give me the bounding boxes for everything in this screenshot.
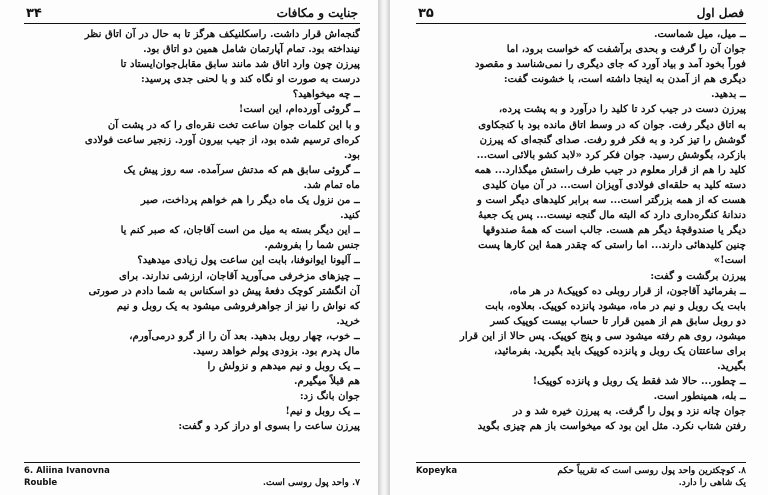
footnote-latin: Kopeyka	[416, 466, 458, 476]
text-line: بازکرد، بگوشش رسید. جوان فکر کرد «لابد کشو بالائی است...	[476, 148, 746, 161]
text-line: ــ خوب، چهار روبل بدهید. بعد آن را از گرو درمی‌آورم،	[129, 329, 360, 342]
text-line: میشود، روی هم رفته میشود سی و پنج کوپیک. پس حالا از این قرار	[459, 329, 746, 342]
footnote	[416, 477, 746, 489]
text-line: بگیرید.	[717, 360, 746, 373]
text-line: است!»	[713, 254, 746, 267]
text-line: درست به صورت او نگاه کند و با لحنی جدی پرسید:	[140, 73, 360, 86]
footnote	[416, 465, 746, 477]
footnotes	[24, 462, 360, 489]
text-line: ــ چه میخواهید؟	[292, 88, 360, 101]
text-line: دیگر یا صندوقچهٔ دیگر هم هست. جالب است که همهٔ صندوقها	[482, 224, 746, 237]
text-line: ــ چیزهای مزخرفی می‌آورید آقاجان، ارزشی ندارند. برای	[119, 269, 360, 282]
text-line: ــ یک روبل و نیم میدهم و نزولش را	[207, 360, 360, 373]
footnote-persian: یک شاهی را دارد.	[678, 478, 746, 488]
text-line: مال پدرم بود. بزودی پولم خواهد رسید.	[192, 344, 360, 357]
page-number: ۳۵	[418, 6, 434, 21]
text-line: جوان بانگ زد:	[299, 390, 360, 403]
text-line: آن انگشتر کوچک دفعهٔ پیش دو اسکناس به شما دادم در صورتی	[88, 284, 360, 297]
text-line: ــ آلیونا ایوانوفنا، بابت این ساعت پول زیادی میدهید؟	[137, 254, 360, 267]
text-line: دسته کلید به حلقه‌ای فولادی آویزان است... در آن میان کلیدی	[482, 178, 746, 191]
running-title: فصل اول	[696, 6, 744, 20]
left-page	[0, 0, 378, 495]
page-body-text	[24, 27, 360, 435]
text-line: پیرزن چون وارد اتاق شد مانند سابق مقابل‌جوان‌ایستاد تا	[120, 58, 360, 71]
footnotes	[416, 462, 746, 489]
text-line: کلید را هم از قرار معلوم در جیب طرف راستش میگذارد... همه	[474, 163, 746, 176]
book-gutter	[378, 0, 390, 495]
text-line: برای ساعتتان یک روبل و پانزده کوپیک باید بگیرید. بفرمائید،	[493, 344, 746, 357]
page-number: ۳۴	[26, 6, 42, 21]
footnote-latin: Rouble	[24, 478, 58, 488]
footnote-latin: 6. Aliina Ivanovna	[24, 466, 110, 476]
text-line: دیگری هم از آمدن به اینجا داشته است، با خشونت گفت:	[503, 73, 746, 86]
text-line: فوراً بخود آمد و بیاد آورد که جای دیگری را نمی‌شناسد و مقصود	[475, 58, 746, 71]
text-line: جوان چانه نزد و پول را گرفت. به پیرزن خیره شد و در	[512, 405, 746, 418]
footnote	[24, 477, 360, 489]
text-line: کنید.	[340, 209, 360, 222]
text-line: پیرزن دست در جیب کرد تا کلید را درآورد و به پشت پرده،	[498, 103, 746, 116]
footnote-persian: ۷. واحد پول روسی است.	[262, 478, 360, 488]
text-line: نینداخته بود. تمام آپارتمان شامل همین دو اتاق بود.	[143, 43, 360, 56]
text-line: رفتن شتاب نکرد. مثل این بود که میخواست باز هم چیزی بگوید	[477, 420, 746, 433]
footnote	[24, 465, 360, 477]
text-line: بابت یک روبل و نیم در ماه، میشود پانزده کوپیک. بعلاوه، بابت	[485, 299, 746, 312]
running-title: جنایت و مکافات	[276, 6, 358, 20]
text-line: ــ گروئی سابق هم که مدتش سرآمده. سه روز پیش یک	[123, 163, 360, 176]
text-line: جنس شما را بفروشم.	[264, 239, 360, 252]
page-header	[24, 6, 360, 24]
footnote-persian: ۸. کوچکترین واحد پول روسی است که تقریباً حکم	[557, 466, 746, 476]
text-line: ــ بفرمائید آقاجون، از قرار روبلی ده کوپیک۸ در هر ماه،	[509, 284, 746, 297]
text-line: ــ بدهید.	[710, 88, 746, 101]
text-line: جوان آن را گرفت و بحدی برآشفت که خواست برود، اما	[506, 43, 746, 56]
text-line: به اتاق دیگر رفت. جوان که در وسط اتاق مانده بود با کنجکاوی	[478, 118, 746, 131]
text-line: که نواش را نیز از جواهرفروشی میشود به یک روبل و نیم	[116, 299, 360, 312]
text-line: چنین کلیدهائی دارند... اما راستی که چقدر همهٔ این کارها پست	[478, 239, 746, 252]
text-line: ــ این دیگر بسته به میل من است آقاجان، که صبر کنم یا	[120, 224, 360, 237]
text-line: دو روبل سابق هم از همین قرار تا حساب بیست کوپیک کسر	[490, 314, 746, 327]
text-line: خرید.	[336, 314, 360, 327]
text-line: ــ چطور... حالا شد فقط یک روبل و پانزده کوپیک!	[532, 375, 746, 388]
text-line: ــ من نزول یک ماه دیگر را هم خواهم پرداخت، صبر	[140, 194, 360, 207]
text-line: گوشش را تیز کرد و به فکر فرو رفت. صدای گنجه‌ای که پیرزن	[479, 133, 746, 146]
text-line: ــ گروئی آورده‌ام، این است!	[238, 103, 360, 116]
text-line: کره‌ای ترسیم شده بود، از جیب بیرون آورد. زنجیر ساعت فولادی	[84, 133, 360, 146]
page-header	[416, 6, 746, 24]
text-line: هست که از همه بزرگتر است... سه برابر کلیدهای دیگر است و	[477, 194, 746, 207]
text-line: ــ یک روبل و نیم!	[285, 405, 360, 418]
text-line: ماه تمام شد.	[303, 178, 360, 191]
text-line: ــ میل، میل شماست.	[653, 28, 746, 40]
text-line: گنجه‌اش قرار داشت. راسکلنیکف هرگز تا به حال در آن اتاق نظر	[84, 28, 360, 40]
text-line: و با این کلمات جوان ساعت تخت نقره‌ای را که در پشت آن	[107, 118, 360, 131]
text-line: پیرزن برگشت و گفت:	[650, 269, 746, 282]
text-line: دندانهٔ کنگره‌داری دارد که البته مال گنجه نیست... پس یک جعبهٔ	[478, 209, 746, 222]
right-page	[390, 0, 768, 495]
text-line: بود.	[343, 148, 360, 161]
text-line: هم قبلاً میگیرم.	[294, 375, 360, 388]
page-body-text	[416, 27, 746, 435]
text-line: ــ بله، همینطور است.	[653, 390, 746, 403]
text-line: پیرزن ساعت را بسوی او دراز کرد و گفت:	[178, 420, 360, 433]
